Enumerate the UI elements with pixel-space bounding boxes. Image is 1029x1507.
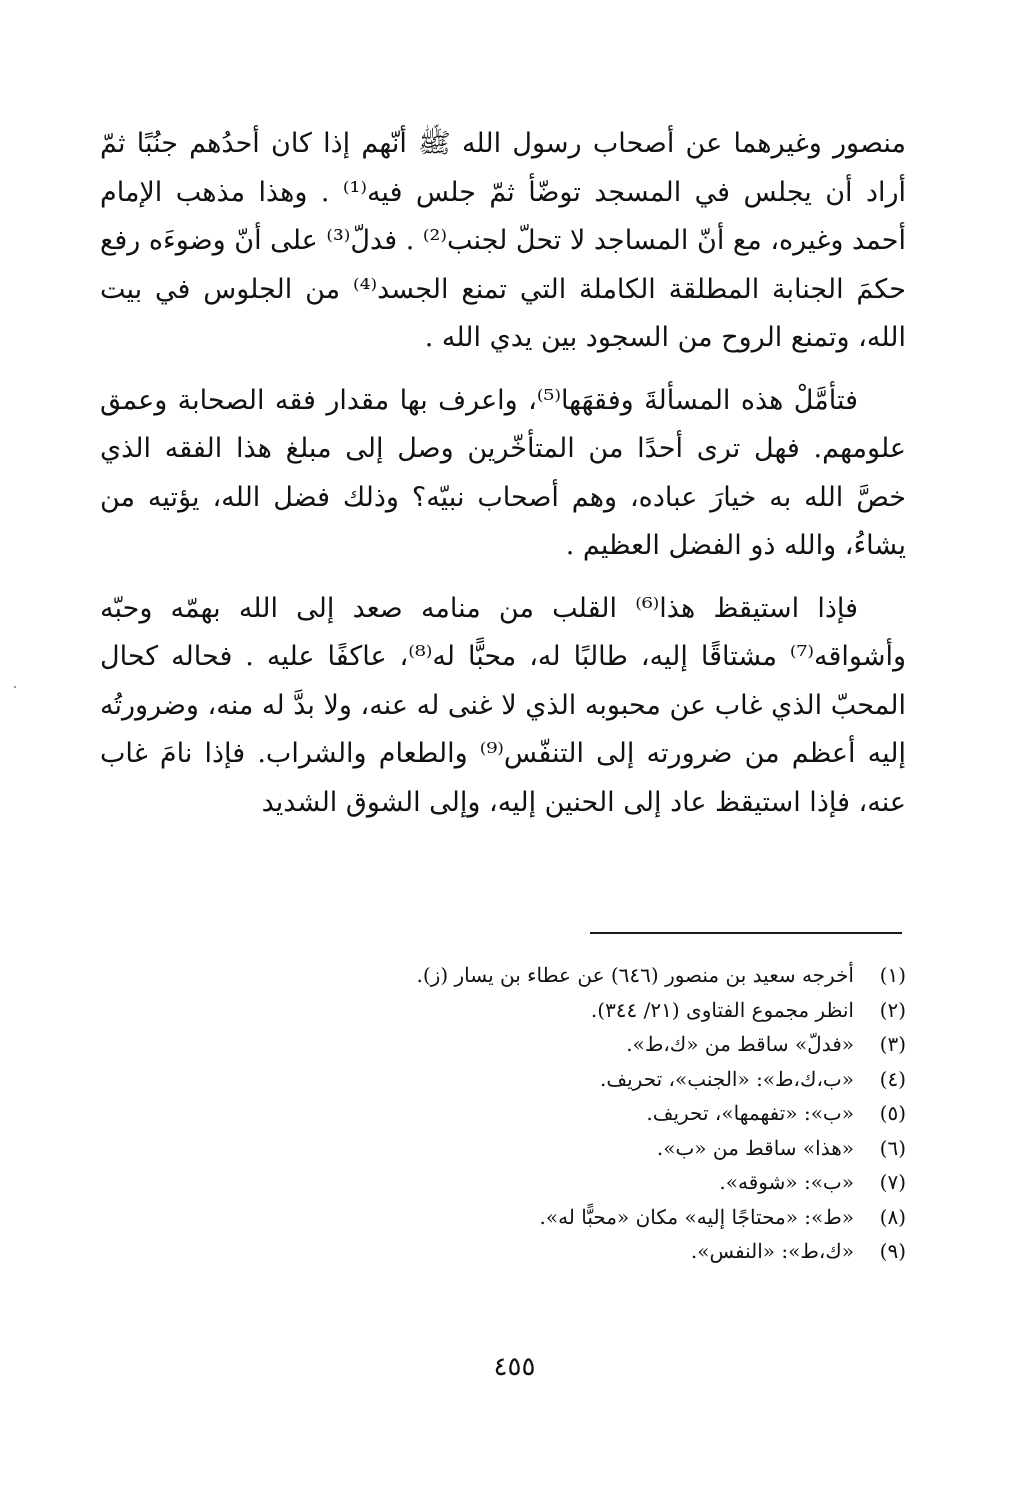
footnote-number: (٣) <box>879 1032 906 1056</box>
footnote-text: «فدلّ» ساقط من «ك،ط». <box>626 1032 854 1056</box>
footnote-number: (١) <box>879 963 906 987</box>
footnote-text: «ب،ك،ط»: «الجنب»، تحريف. <box>600 1066 854 1091</box>
footnote-7 <box>100 1165 906 1200</box>
footnote-number: (٨) <box>879 1204 906 1229</box>
footnote-number: (٤) <box>879 1066 906 1091</box>
footnote-separator <box>590 932 902 934</box>
footnote-text: «ك،ط»: «النفس». <box>690 1239 854 1263</box>
footnote-number: (٩) <box>879 1239 906 1263</box>
footnote-number: (٥) <box>879 1101 906 1125</box>
footnote-number: (٦) <box>879 1135 906 1160</box>
footnote-1 <box>100 958 906 993</box>
footnote-text: «ب»: «تفهمها»، تحريف. <box>646 1101 854 1125</box>
footnote-text: «ط»: «محتاجًا إليه» مكان «محبًّا له». <box>539 1204 854 1229</box>
footnotes-list <box>100 958 906 1269</box>
footnote-text: انظر مجموع الفتاوى (٢١/ ٣٤٤). <box>590 997 854 1022</box>
footnote-text: «هذا» ساقط من «ب». <box>656 1135 854 1160</box>
footnote-5 <box>100 1096 906 1131</box>
footnote-9 <box>100 1234 906 1269</box>
footnote-text: «ب»: «شوقه». <box>719 1170 854 1194</box>
footnote-number: (٢) <box>879 997 906 1022</box>
footnote-2 <box>100 993 906 1028</box>
paragraph-2: فتأمَّلْ هذه المسألةَ وفقهَها⁽⁵⁾، واعرف بها مقدار فقه الصحابة وعمق علومهم. فهل ترى أحدًا من المتأخّرين وصل إلى مبلغ هذا الفقه الذي خصَّ الله به خيارَ عباده، وهم أصحاب نبيّه؟ وذلك فضل الله، يؤتيه من يشاءُ، والله ذو الفضل العظيم . <box>100 384 906 561</box>
footnote-8 <box>100 1200 906 1235</box>
paragraph-3: فإذا استيقظ هذا⁽⁶⁾ القلب من منامه صعد إلى الله بهمّه وحبّه وأشواقه⁽⁷⁾ مشتاقًا إليه، طالبًا له، محبًّا له⁽⁸⁾، عاكفًا عليه . فحاله كحال المحبّ الذي غاب عن محبوبه الذي لا غنى له عنه، ولا بدَّ له منه، وضرورتُه إليه أعظم من ضرورته إلى التنفّس⁽⁹⁾ والطعام والشراب. فإذا نامَ غاب عنه، فإذا استيقظ عاد إلى الحنين إليه، وإلى الشوق الشديد <box>100 592 906 818</box>
paragraph-1: منصور وغيرهما عن أصحاب رسول الله ﷺ أنّهم إذا كان أحدُهم جنُبًا ثمّ أراد أن يجلس في المسجد توضّأ ثمّ جلس فيه⁽¹⁾ . وهذا مذهب الإمام أحمد وغيره، مع أنّ المساجد لا تحلّ لجنب⁽²⁾ . فدلّ⁽³⁾ على أنّ وضوءَه رفع حكمَ الجنابة المطلقة الكاملة التي تمنع الجسد⁽⁴⁾ من الجلوس في بيت الله، وتمنع الروح من السجود بين يدي الله . <box>100 128 907 353</box>
footnote-text: أخرجه سعيد بن منصور (٦٤٦) عن عطاء بن يسار (ز). <box>416 963 854 987</box>
main-text <box>100 120 906 827</box>
footnote-6 <box>100 1131 906 1166</box>
scan-speck <box>14 686 16 688</box>
footnote-4 <box>100 1062 906 1097</box>
page-number: ٤٥٥ <box>493 1352 536 1382</box>
footnote-3 <box>100 1027 906 1062</box>
footnote-number: (٧) <box>879 1170 906 1194</box>
